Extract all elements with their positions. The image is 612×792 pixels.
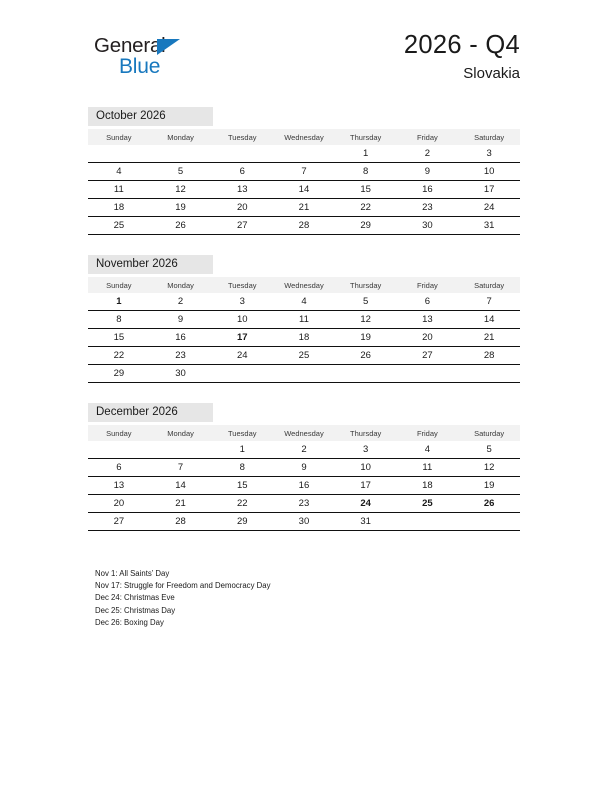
day-cell[interactable]: 11: [88, 181, 150, 199]
day-cell[interactable]: 25: [88, 217, 150, 235]
day-cell[interactable]: 8: [335, 163, 397, 181]
week-row: [88, 145, 520, 163]
weekday-header-row: [88, 277, 520, 293]
weekday-header-saturday: Saturday: [458, 425, 520, 441]
day-cell-empty: [150, 145, 212, 163]
day-cell[interactable]: 5: [486, 444, 492, 455]
day-cell[interactable]: 9: [397, 163, 459, 181]
week-row: [88, 477, 520, 495]
day-cell[interactable]: 22: [335, 199, 397, 217]
day-cell[interactable]: 2: [301, 444, 307, 455]
week-row: [88, 513, 520, 531]
day-cell[interactable]: 6: [88, 459, 150, 477]
day-cell[interactable]: 19: [458, 477, 520, 495]
day-cell[interactable]: 15: [211, 477, 273, 495]
week-row: [88, 199, 520, 217]
month-title: October 2026: [88, 107, 213, 126]
holiday-legend: [95, 568, 495, 629]
day-cell[interactable]: 6: [424, 296, 431, 307]
legend-item: Nov 17: Struggle for Freedom and Democracy Day: [95, 581, 271, 591]
weekday-header-saturday: Saturday: [458, 277, 520, 293]
day-cell[interactable]: 12: [458, 459, 520, 477]
day-cell[interactable]: 21: [458, 329, 520, 347]
day-cell[interactable]: 2: [177, 296, 184, 307]
week-row: [88, 329, 520, 347]
weekday-header-monday: Monday: [150, 425, 212, 441]
day-cell[interactable]: 2: [424, 148, 431, 159]
day-cell[interactable]: 10: [211, 311, 273, 329]
day-cell[interactable]: 7: [150, 459, 212, 477]
brand-logo: [94, 34, 264, 84]
day-cell[interactable]: 30: [150, 365, 212, 383]
weekday-header-tuesday: Tuesday: [211, 129, 273, 145]
month-grid: [88, 425, 520, 531]
weekday-header-friday: Friday: [397, 277, 459, 293]
day-cell-empty: [150, 441, 212, 459]
legend-item: Nov 1: All Saints’ Day: [95, 569, 170, 578]
day-cell[interactable]: 8: [88, 311, 150, 329]
day-cell-empty: [397, 365, 459, 383]
weekday-header-tuesday: Tuesday: [211, 425, 273, 441]
day-cell-empty: [88, 145, 150, 163]
day-cell[interactable]: 24: [458, 199, 520, 217]
week-row: [88, 365, 520, 383]
day-cell[interactable]: 12: [335, 311, 397, 329]
day-cell[interactable]: 11: [273, 311, 335, 329]
day-cell[interactable]: 17: [335, 477, 397, 495]
month-title: November 2026: [88, 255, 213, 274]
day-cell[interactable]: 16: [150, 329, 212, 347]
day-cell-empty: [335, 365, 397, 383]
weekday-header-row: [88, 425, 520, 441]
legend-item: Dec 26: Boxing Day: [95, 617, 164, 627]
month-block: [88, 254, 520, 383]
day-cell[interactable]: 13: [88, 477, 150, 495]
week-row: [88, 181, 520, 199]
day-cell[interactable]: 24: [211, 347, 273, 365]
day-cell-holiday[interactable]: 26: [458, 495, 520, 513]
day-cell-empty: [273, 145, 335, 163]
day-cell[interactable]: 22: [211, 495, 273, 513]
week-row: [88, 217, 520, 235]
page-header: [0, 0, 612, 100]
day-cell-empty: [211, 365, 273, 383]
day-cell-empty: [458, 365, 520, 383]
week-row: [88, 347, 520, 365]
day-cell[interactable]: 21: [273, 199, 335, 217]
day-cell-empty: [458, 513, 520, 531]
day-cell[interactable]: 27: [211, 217, 273, 235]
day-cell[interactable]: 30: [397, 217, 459, 235]
legend-item: Dec 25: Christmas Day: [95, 605, 176, 615]
weekday-header-wednesday: Wednesday: [273, 129, 335, 145]
day-cell[interactable]: 16: [397, 181, 459, 199]
month-grid: [88, 129, 520, 235]
month-block: [88, 402, 520, 531]
day-cell-holiday[interactable]: 17: [211, 329, 273, 347]
day-cell[interactable]: 9: [150, 311, 212, 329]
day-cell[interactable]: 30: [273, 513, 335, 531]
day-cell[interactable]: 28: [273, 217, 335, 235]
day-cell[interactable]: 15: [335, 181, 397, 199]
day-cell[interactable]: 4: [301, 296, 307, 307]
day-cell[interactable]: 18: [397, 477, 459, 495]
day-cell[interactable]: 5: [150, 163, 212, 181]
calendar-months-container: [88, 106, 520, 550]
month-block: [88, 106, 520, 235]
day-cell-holiday[interactable]: 24: [335, 495, 397, 513]
day-cell[interactable]: 19: [150, 199, 212, 217]
week-row: [88, 311, 520, 329]
day-cell[interactable]: 20: [397, 329, 459, 347]
weekday-header-thursday: Thursday: [335, 277, 397, 293]
day-cell[interactable]: 19: [335, 329, 397, 347]
day-cell[interactable]: 13: [211, 181, 273, 199]
day-cell-holiday[interactable]: 25: [397, 495, 459, 513]
day-cell[interactable]: 11: [397, 459, 459, 477]
day-cell[interactable]: 25: [273, 347, 335, 365]
day-cell[interactable]: 21: [150, 495, 212, 513]
day-cell[interactable]: 23: [150, 347, 212, 365]
weekday-header-sunday: Sunday: [88, 129, 150, 145]
day-cell[interactable]: 23: [273, 495, 335, 513]
weekday-header-sunday: Sunday: [88, 425, 150, 441]
day-cell[interactable]: 1: [363, 148, 369, 159]
day-cell[interactable]: 22: [88, 347, 150, 365]
legend-item: Dec 24: Christmas Eve: [95, 593, 175, 603]
day-cell[interactable]: 1: [239, 444, 245, 455]
day-cell[interactable]: 18: [273, 329, 335, 347]
day-cell[interactable]: 3: [486, 148, 492, 159]
day-cell[interactable]: 4: [424, 444, 431, 455]
day-cell[interactable]: 27: [88, 513, 150, 531]
weekday-header-monday: Monday: [150, 129, 212, 145]
day-cell[interactable]: 10: [335, 459, 397, 477]
week-row: [88, 293, 520, 311]
week-row: [88, 459, 520, 477]
month-grid: [88, 277, 520, 383]
weekday-header-friday: Friday: [397, 425, 459, 441]
day-cell[interactable]: 7: [486, 296, 492, 307]
weekday-header-sunday: Sunday: [88, 277, 150, 293]
day-cell[interactable]: 23: [397, 199, 459, 217]
weekday-header-monday: Monday: [150, 277, 212, 293]
day-cell[interactable]: 3: [363, 444, 369, 455]
day-cell[interactable]: 14: [458, 311, 520, 329]
day-cell[interactable]: 14: [150, 477, 212, 495]
day-cell[interactable]: 16: [273, 477, 335, 495]
day-cell[interactable]: 10: [458, 163, 520, 181]
day-cell-empty: [397, 513, 459, 531]
day-cell[interactable]: 5: [363, 296, 369, 307]
day-cell-holiday[interactable]: 1: [116, 296, 122, 307]
day-cell[interactable]: 26: [150, 217, 212, 235]
weekday-header-friday: Friday: [397, 129, 459, 145]
day-cell[interactable]: 29: [211, 513, 273, 531]
day-cell[interactable]: 4: [88, 163, 150, 181]
weekday-header-thursday: Thursday: [335, 425, 397, 441]
day-cell[interactable]: 12: [150, 181, 212, 199]
weekday-header-row: [88, 129, 520, 145]
day-cell[interactable]: 15: [88, 329, 150, 347]
day-cell-empty: [211, 145, 273, 163]
logo-triangle-icon: [157, 39, 180, 55]
week-row: [88, 495, 520, 513]
day-cell[interactable]: 17: [458, 181, 520, 199]
month-title: December 2026: [88, 403, 213, 422]
day-cell[interactable]: 9: [273, 459, 335, 477]
day-cell-empty: [88, 441, 150, 459]
day-cell[interactable]: 13: [397, 311, 459, 329]
day-cell[interactable]: 29: [88, 365, 150, 383]
day-cell[interactable]: 31: [335, 513, 397, 531]
day-cell[interactable]: 14: [273, 181, 335, 199]
day-cell[interactable]: 27: [397, 347, 459, 365]
day-cell[interactable]: 6: [211, 163, 273, 181]
page-subtitle: Slovakia: [463, 65, 520, 82]
title-block: [404, 30, 520, 85]
logo-text-general: General: [94, 34, 166, 57]
logo-text-blue: Blue: [119, 55, 161, 78]
day-cell[interactable]: 8: [211, 459, 273, 477]
day-cell[interactable]: 7: [273, 163, 335, 181]
weekday-header-tuesday: Tuesday: [211, 277, 273, 293]
day-cell[interactable]: 20: [88, 495, 150, 513]
day-cell[interactable]: 28: [458, 347, 520, 365]
day-cell[interactable]: 26: [335, 347, 397, 365]
page-title: 2026 - Q4: [403, 31, 520, 59]
weekday-header-wednesday: Wednesday: [273, 425, 335, 441]
weekday-header-thursday: Thursday: [335, 129, 397, 145]
week-row: [88, 441, 520, 459]
day-cell[interactable]: 20: [211, 199, 273, 217]
day-cell[interactable]: 28: [150, 513, 212, 531]
weekday-header-saturday: Saturday: [458, 129, 520, 145]
day-cell[interactable]: 31: [458, 217, 520, 235]
day-cell[interactable]: 3: [239, 296, 245, 307]
day-cell-empty: [273, 365, 335, 383]
weekday-header-wednesday: Wednesday: [273, 277, 335, 293]
week-row: [88, 163, 520, 181]
day-cell[interactable]: 18: [88, 199, 150, 217]
day-cell[interactable]: 29: [335, 217, 397, 235]
